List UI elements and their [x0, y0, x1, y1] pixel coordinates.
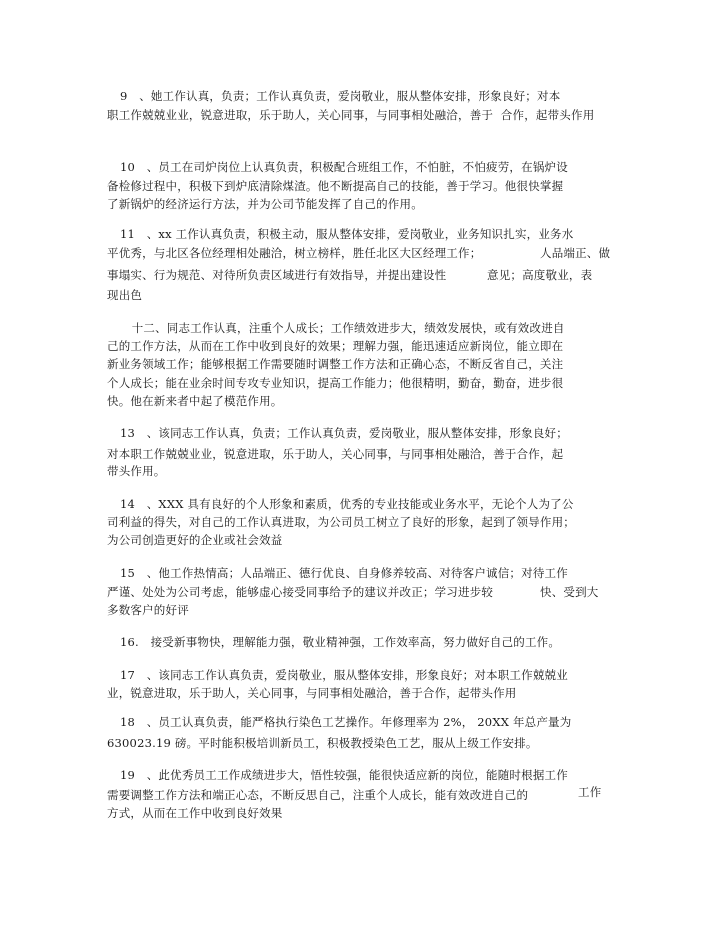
paragraph-15-line-2a: 严谨、处处为公司考虑，能够虚心接受同事给予的建议并改正；学习进步较 — [107, 585, 494, 599]
paragraph-15-line-3: 多数客户的好评 — [107, 603, 189, 617]
paragraph-15-line-1: 15 、他工作热情高；人品端正、德行优良、自身修养较高、对待客户诚信；对待工作 — [120, 566, 568, 580]
paragraph-14-line-1: 14 、XXX 具有良好的个人形象和素质，优秀的专业技能或业务水平，无论个人为了公 — [120, 497, 574, 511]
paragraph-19-line-2a: 需要调整工作方法和端正心态，不断反思自己，注重个人成长，能有效改进自己的 — [107, 788, 529, 802]
paragraph-11-line-1: 11 、xx 工作认真负责，积极主动，服从整体安排，爱岗敬业，业务知识扎实，业务水 — [120, 227, 574, 241]
paragraph-13-line-3: 带头作用。 — [107, 464, 166, 478]
paragraph-12-line-2: 己的工作方法，从而在工作中收到良好的效果；理解力强，能迅速适应新岗位，能立即在 — [107, 339, 564, 353]
paragraph-14-line-3: 为公司创造更好的企业或社会效益 — [107, 533, 283, 547]
paragraph-11-line-2b: 人品端正、做 — [540, 246, 611, 260]
paragraph-11-line-3b: 意见；高度敬业，表 — [487, 268, 593, 282]
paragraph-14-line-2: 司利益的得失，对自己的工作认真进取，为公司员工树立了良好的形象，起到了领导作用； — [107, 515, 575, 529]
paragraph-19-line-1: 19 、此优秀员工工作成绩进步大，悟性较强，能很快适应新的岗位，能随时根据工作 — [120, 768, 568, 782]
paragraph-13-line-1: 13 、该同志工作认真，负责；工作认真负责，爱岗敬业，服从整体安排，形象良好； — [120, 426, 568, 440]
paragraph-12-line-3: 新业务领域工作；能够根据工作需要随时调整工作方法和正确心态，不断反省自己，关注 — [107, 357, 564, 371]
paragraph-18-line-1: 18 、员工认真负责，能严格执行染色工艺操作。年修理率为 2%， 20XX 年总产量为 — [120, 715, 572, 729]
paragraph-11-line-3a: 事塌实、行为规范、对待所负责区域进行有效指导，并提出建设性 — [107, 268, 447, 282]
paragraph-10-line-3: 了新锅炉的经济运行方法，并为公司节能发挥了自己的作用。 — [107, 197, 423, 211]
paragraph-12-line-4: 个人成长；能在业余时间专攻专业知识，提高工作能力；他很精明，勤奋，勤奋，进步很 — [107, 376, 564, 390]
paragraph-18-line-2: 630023.19 磅。平时能积极培训新员工，积极教授染色工艺，服从上级工作安排。 — [107, 736, 538, 750]
paragraph-9-line-1: 9 、她工作认真，负责；工作认真负责，爱岗敬业，服从整体安排，形象良好；对本 — [120, 89, 561, 103]
paragraph-10-line-1: 10 、员工在司炉岗位上认真负责，积极配合班组工作，不怕脏，不怕疲劳，在锅炉设 — [120, 160, 568, 174]
paragraph-9-line-2: 职工作兢兢业业，锐意进取，乐于助人，关心同事，与同事相处融洽，善于 合作，起带头作用 — [107, 108, 595, 122]
paragraph-19-line-2b: 工作 — [578, 785, 602, 799]
paragraph-11-line-2a: 平优秀，与北区各位经理相处融洽，树立榜样，胜任北区大区经理工作； — [107, 246, 482, 260]
paragraph-17-line-2: 业，锐意进取，乐于助人，关心同事，与同事相处融洽，善于合作，起带头作用 — [107, 686, 517, 700]
paragraph-10-line-2: 备检修过程中，积极下到炉底清除煤渣。他不断提高自己的技能，善于学习。他很快掌握 — [107, 179, 564, 193]
paragraph-11-line-4: 现出色 — [107, 288, 143, 302]
paragraph-17-line-1: 17 、该同志工作认真负责，爱岗敬业，服从整体安排，形象良好；对本职工作兢兢业 — [120, 668, 568, 682]
paragraph-16-line-1: 16. 接受新事物快，理解能力强，敬业精神强，工作效率高，努力做好自己的工作。 — [120, 635, 561, 649]
paragraph-19-line-3: 方式，从而在工作中收到良好效果 — [107, 806, 283, 820]
paragraph-12-line-5: 快。他在新来者中起了模范作用。 — [107, 394, 283, 408]
paragraph-13-line-2: 对本职工作兢兢业业，锐意进取，乐于助人，关心同事，与同事相处融洽，善于合作，起 — [107, 447, 564, 461]
paragraph-12-line-1: 十二、同志工作认真，注重个人成长；工作绩效进步大，绩效发展快，或有效改进自 — [120, 321, 565, 335]
paragraph-15-line-2b: 快、受到大 — [540, 585, 599, 599]
